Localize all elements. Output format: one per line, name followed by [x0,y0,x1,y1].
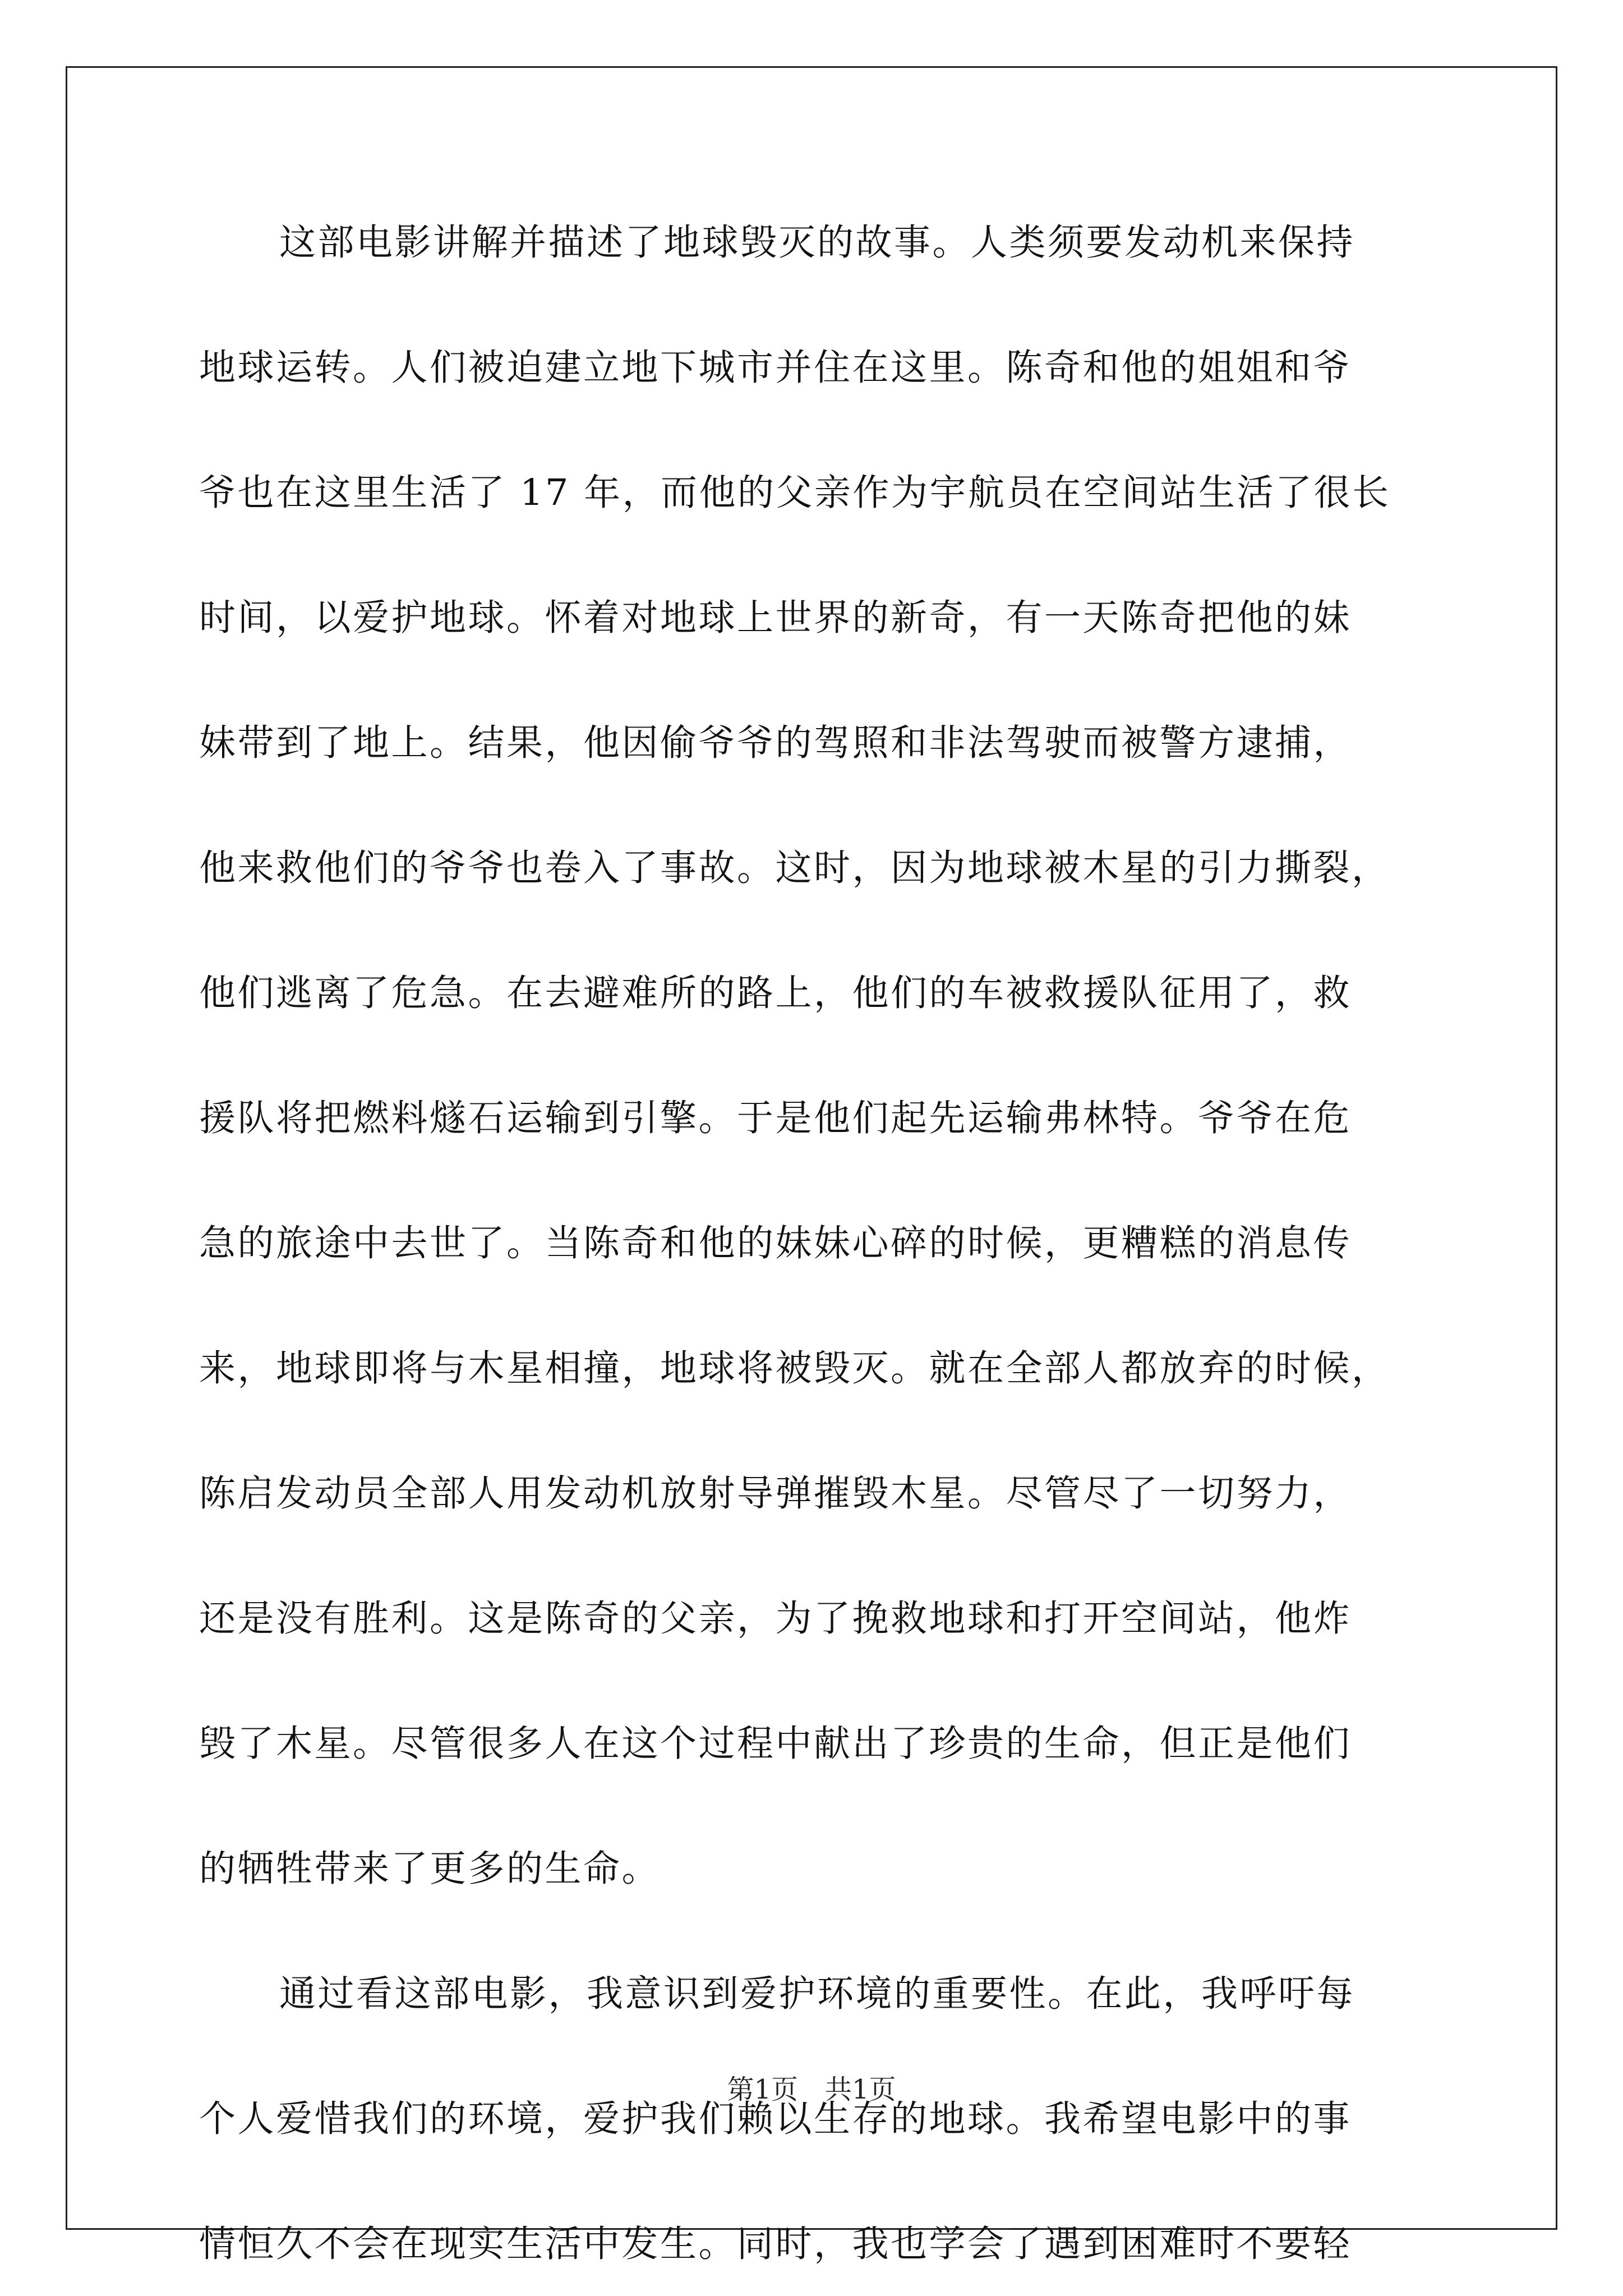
page-footer: 第1页 共1页 [727,2074,896,2105]
paragraph-1-line-4: 时间，以爱护地球。怀着对地球上世界的新奇，有一天陈奇把他的妹 [199,597,1352,639]
paragraph-1-line-1: 这部电影讲解并描述了地球毁灭的故事。人类须要发动机来保持 [279,222,1355,264]
paragraph-1-line-14: 的牺牲带来了更多的生命。 [199,1848,661,1890]
paragraph-1-line-2: 地球运转。人们被迫建立地下城市并住在这里。陈奇和他的姐姐和爷 [199,347,1352,389]
paragraph-1-line-12: 还是没有胜利。这是陈奇的父亲，为了挽救地球和打开空间站，他炸 [199,1598,1352,1640]
paragraph-2-line-1: 通过看这部电影，我意识到爱护环境的重要性。在此，我呼吁每 [279,1973,1355,2015]
paragraph-1-line-9: 急的旅途中去世了。当陈奇和他的妹妹心碎的时候，更糟糕的消息传 [199,1222,1352,1264]
paragraph-1-line-8: 援队将把燃料燧石运输到引擎。于是他们起先运输弗林特。爷爷在危 [199,1097,1352,1139]
paragraph-2-line-3: 情恒久不会在现实生活中发生。同时，我也学会了遇到困难时不要轻 [199,2223,1352,2265]
paragraph-1-line-7: 他们逃离了危急。在去避难所的路上，他们的车被救援队征用了，救 [199,972,1352,1014]
paragraph-1-line-6: 他来救他们的爷爷也卷入了事故。这时，因为地球被木星的引力撕裂， [199,847,1390,889]
paragraph-1-line-10: 来，地球即将与木星相撞，地球将被毁灭。就在全部人都放弃的时候， [199,1347,1390,1389]
paragraph-1-line-5: 妹带到了地上。结果，他因偷爷爷的驾照和非法驾驶而被警方逮捕， [199,722,1352,764]
paragraph-1-line-13: 毁了木星。尽管很多人在这个过程中献出了珍贵的生命，但正是他们 [199,1723,1352,1765]
paragraph-1-line-3: 爷也在这里生活了 17 年，而他的父亲作为宇航员在空间站生活了很长 [199,472,1391,514]
paragraph-2-line-2: 个人爱惜我们的环境，爱护我们赖以生存的地球。我希望电影中的事 [199,2098,1352,2140]
paragraph-1-line-11: 陈启发动员全部人用发动机放射导弹摧毁木星。尽管尽了一切努力， [199,1473,1352,1515]
